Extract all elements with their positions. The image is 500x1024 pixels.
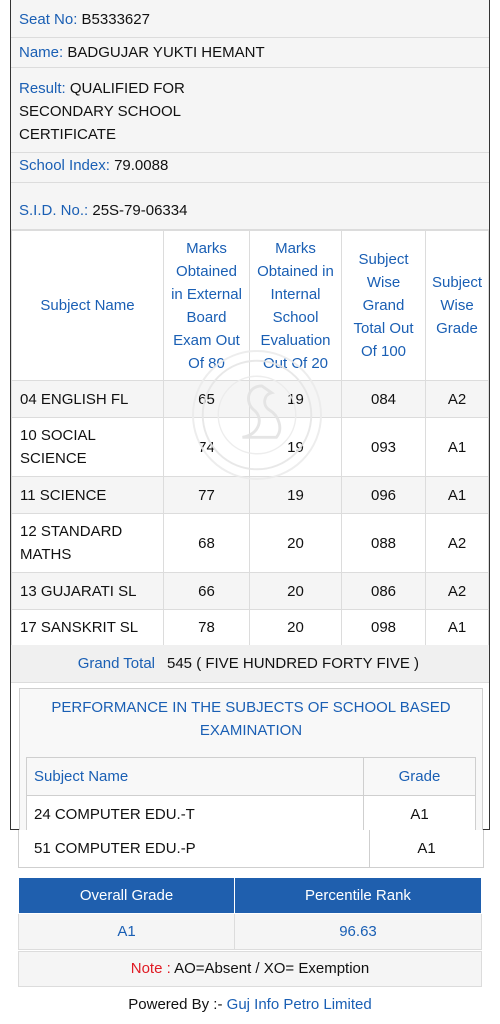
school-based-header-grade: Grade [364,758,476,796]
board-seal-watermark [192,350,322,480]
external-marks: 78 [164,610,250,646]
school-subject-grade: A1 [417,840,436,857]
school-based-title-line1: PERFORMANCE IN THE SUBJECTS OF SCHOOL BASED [51,699,451,716]
seat-label: Seat No: [19,11,78,28]
header-subject-name [12,231,164,381]
school-index-row [11,153,489,183]
header-total-l5: Of 100 [360,343,407,360]
result-card [10,0,490,830]
name-value: BADGUJAR YUKTI HEMANT [67,44,265,61]
note-label: Note : [130,960,171,977]
header-external-l4: Board [186,308,227,326]
header-internal-l6: Out Of 20 [262,354,329,372]
header-total-l4: Total Out [353,320,414,337]
overall-grade-table [18,877,482,950]
header-grade-l1: Subject [431,274,483,291]
subject-grade: A2 [426,381,489,418]
external-marks: 68 [164,514,250,573]
result-label: Result: [19,80,66,97]
subject-name [12,514,164,573]
header-external-l1: Marks [186,239,227,257]
subject-total: 086 [342,573,426,610]
subject-total: 084 [342,381,426,418]
external-marks: 74 [164,418,250,477]
header-subject-total [342,231,426,381]
percentile-rank-header: Percentile Rank [235,878,482,914]
external-marks: 77 [164,477,250,514]
name-row [11,38,489,68]
overall-grade-header: Overall Grade [19,878,235,914]
header-internal-l1: Marks [275,239,316,257]
subject-name: 04 ENGLISH FL [12,381,164,418]
powered-by [0,994,500,1016]
header-external-l6: Of 80 [188,354,225,372]
result-value-line2: SECONDARY SCHOOL [19,103,181,120]
subject-grade: A1 [426,418,489,477]
swan-seal-icon [194,352,320,478]
school-index-label: School Index: [19,157,110,174]
subject-grade: A1 [426,610,489,646]
result-value-line1: QUALIFIED FOR [69,80,185,97]
table-row [18,830,484,868]
table-row [12,573,489,610]
school-based-title [20,689,482,749]
header-subject-grade [426,231,489,381]
grand-total-value: 545 ( FIVE HUNDRED FORTY FIVE ) [167,655,419,672]
subject-name-line1: 10 SOCIAL [20,427,96,444]
subject-grade: A2 [426,573,489,610]
table-row [27,796,476,834]
subject-grade: A1 [426,477,489,514]
subject-total: 098 [342,610,426,646]
overall-header-row [19,878,482,914]
internal-marks: 19 [250,381,342,418]
subject-name: 13 GUJARATI SL [12,573,164,610]
result-value-line3: CERTIFICATE [19,126,116,143]
school-based-section [19,688,483,830]
overall-grade-value: A1 [19,914,235,950]
subject-name-line1: 12 STANDARD [20,523,123,540]
internal-marks: 20 [250,610,342,646]
school-index-value: 79.0088 [114,157,169,174]
subject-total: 093 [342,418,426,477]
school-based-header-subject: Subject Name [27,758,364,796]
header-external-l3: in External [171,285,242,303]
internal-marks: 20 [250,514,342,573]
header-internal-l5: Evaluation [260,331,331,349]
internal-marks: 19 [250,418,342,477]
header-total-l3: Grand [362,297,405,314]
subject-name [12,418,164,477]
external-marks: 66 [164,573,250,610]
powered-by-link[interactable]: Guj Info Petro Limited [226,996,372,1013]
percentile-rank-value: 96.63 [235,914,482,950]
header-internal-l2: Obtained in [257,262,334,280]
header-subject-name-text: Subject Name [40,297,135,314]
external-marks: 65 [164,381,250,418]
school-subject-name: 51 COMPUTER EDU.-P [19,830,370,867]
school-based-title-line2: EXAMINATION [199,722,303,739]
school-based-header [27,758,476,796]
header-grade-l3: Grade [436,320,478,337]
seat-value: B5333627 [81,11,150,28]
name-label: Name: [19,44,64,61]
sid-row [11,183,489,230]
powered-by-label: Powered By :- [128,996,223,1013]
header-external-l5: Exam Out [173,331,240,349]
subject-name: 11 SCIENCE [12,477,164,514]
sid-value: 25S-79-06334 [92,202,188,219]
table-row [12,610,489,646]
table-row [12,514,489,573]
header-internal-l4: School [272,308,319,326]
subject-grade: A2 [426,514,489,573]
result-row [11,68,489,153]
table-row [12,477,489,514]
header-total-l2: Wise [366,274,401,291]
note-text: AO=Absent / XO= Exemption [174,960,370,977]
school-subject-name: 24 COMPUTER EDU.-T [27,796,364,834]
subject-name: 17 SANSKRIT SL [12,610,164,646]
header-grade-l2: Wise [440,297,474,314]
grand-total-label: Grand Total [77,655,155,672]
subject-total: 096 [342,477,426,514]
overall-value-row [19,914,482,950]
header-internal-l3: Internal [270,285,321,303]
subject-name-line2: MATHS [20,546,72,563]
header-external-l2: Obtained [176,262,237,280]
internal-marks: 19 [250,477,342,514]
header-total-l1: Subject [358,251,409,268]
subject-name-line2: SCIENCE [20,450,87,467]
note-bar [18,951,482,987]
subject-total: 088 [342,514,426,573]
grand-total-row [11,645,489,683]
sid-label: S.I.D. No.: [19,202,89,219]
seat-row [11,0,489,38]
internal-marks: 20 [250,573,342,610]
school-based-table [26,757,476,834]
school-subject-grade: A1 [364,796,476,834]
